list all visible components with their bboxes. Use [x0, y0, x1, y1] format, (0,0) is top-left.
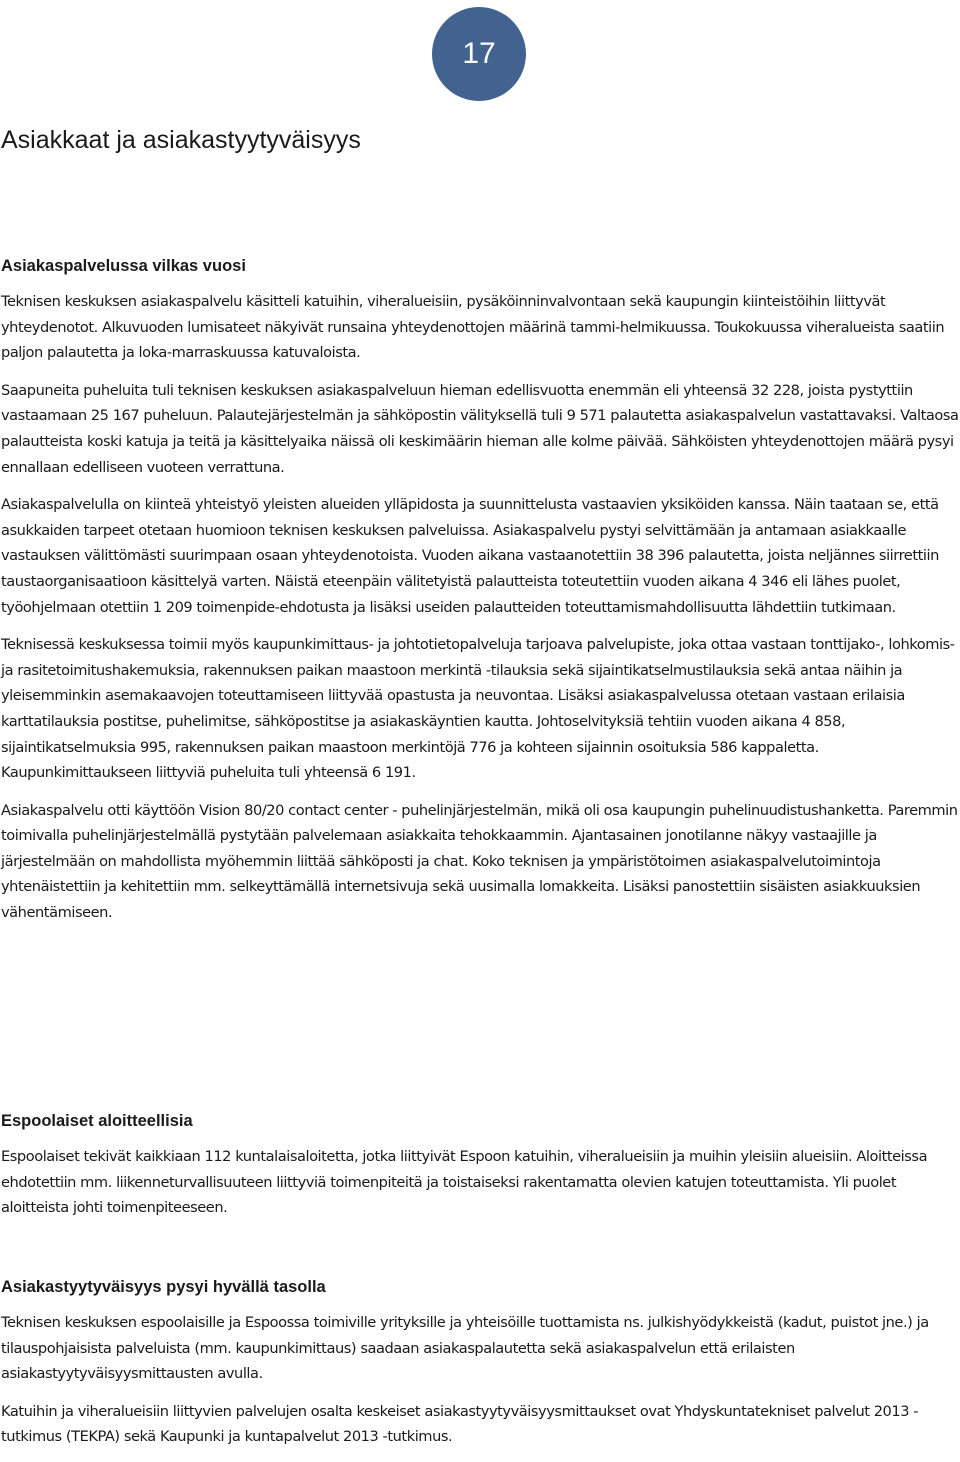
section-aloitteet — [1, 1108, 959, 1233]
page-title: Asiakkaat ja asiakastyytyväisyys — [1, 126, 361, 154]
section-heading: Espoolaiset aloitteellisia — [1, 1112, 193, 1130]
paragraph: Teknisessä keskuksessa toimii myös kaupunkimittaus- ja johtotietopalveluja tarjoava palvelupiste, joka ottaa vastaan tonttijako-, lohkomis- ja rasitetoimitushakemuksia, rakennuksen paikan maastoon merkintä -tilauksia sekä sijaintikatselmustilauksia sekä antaa näihin ja yleisemminkin asemakaavojen toteuttamiseen liittyvää opastusta ja neuvontaa. Lisäksi asiakaspalvelussa otetaan vastaan erilaisia karttatilauksia postitse, puhelimitse, sähköpostitse ja asiakaskäyntien kautta. Johtoselvityksiä tehtiin vuoden aikana 4 858, sijaintikatselmuksia 995, rakennuksen paikan maastoon merkintöjä 776 ja kohteen sijainnin osoituksia 586 kappaletta. Kaupunkimittaukseen liittyviä puheluita tuli yhteensä 6 191. — [1, 636, 955, 782]
page-number: 17 — [462, 37, 496, 70]
paragraph: Asiakaspalvelulla on kiinteä yhteistyö yleisten alueiden ylläpidosta ja suunnittelusta vastaavien yksiköiden kanssa. Näin taataan se, että asukkaiden tarpeet otetaan huomioon teknisen keskuksen palveluissa. Asiakaspalvelu pystyi selvittämään ja antamaan asiakkaalle vastauksen välittömästi suurimpaan osaan yhteydenotoista. Vuoden aikana vastaanotettiin 38 396 palautetta, joista neljännes siirrettiin taustaorganisaatioon käsittelyä varten. Näistä eteenpäin välitetyistä palautteista toteutettiin vuoden aikana 4 346 eli lähes puolet, työohjelmaan otettiin 1 209 toimenpide-ehdotusta ja lisäksi useiden palautteiden toteuttamismahdollisuutta lähdettiin tutkimaan. — [1, 496, 939, 616]
section-heading: Asiakastyytyväisyys pysyi hyvällä tasolla — [1, 1278, 326, 1296]
page-number-badge — [432, 7, 526, 101]
section-asiakaspalvelu — [1, 253, 959, 938]
paragraph: Asiakaspalvelu otti käyttöön Vision 80/20 contact center - puhelinjärjestelmän, mikä oli osa kaupungin puhelinuudistushanketta. Paremmin toimivalla puhelinjärjestelmällä pystytään palvelemaan asiakkaita tehokkaammin. Ajantasainen jonotilanne näkyy vastaajille ja järjestelmään on mahdollista myöhemmin liittää sähköposti ja chat. Koko teknisen ja ympäristötoimen asiakaspalvelutoimintoja yhtenäistettiin ja kehitettiin mm. selkeyttämällä internetsivuja sekä uusimalla lomakkeita. Lisäksi panostettiin sisäisten asiakkuuksien vähentämiseen. — [1, 801, 958, 922]
section-heading: Asiakaspalvelussa vilkas vuosi — [1, 257, 246, 275]
paragraph: Saapuneita puheluita tuli teknisen keskuksen asiakaspalveluun hieman edellisvuotta enemmän eli yhteensä 32 228, joista pystyttiin vastaamaan 25 167 puheluun. Palautejärjestelmän ja sähköpostin välityksellä tuli 9 571 palautetta asiakaspalvelun vastattavaksi. Valtaosa palautteista koski katuja ja teitä ja käsittelyaika näissä oli keskimäärin hieman alle kolme päivää. Sähköisten yhteydenottojen määrä pysyi ennallaan edelliseen vuoteen verrattuna. — [1, 381, 959, 476]
paragraph: Teknisen keskuksen asiakaspalvelu käsitteli katuihin, viheralueisiin, pysäköinninvalvontaan sekä kaupungin kiinteistöihin liittyvät yhteydenotot. Alkuvuoden lumisateet näkyivät runsaina yhteydenottojen määrinä tammi-helmikuussa. Toukokuussa viheralueista saatiin paljon palautetta ja loka-marraskuussa katuvaloista. — [1, 293, 945, 362]
paragraph: Teknisen keskuksen espoolaisille ja Espoossa toimiville yrityksille ja yhteisöille tuottamista ns. julkishyödykkeistä (kadut, puistot jne.) ja tilauspohjaisista palveluista (mm. kaupunkimittaus) saadaan asiakaspalautetta sekä asiakaspalvelun että erilaisten asiakastyytyväisyysmittausten avulla. — [1, 1314, 929, 1383]
paragraph: Espoolaiset tekivät kaikkiaan 112 kuntalaisaloitetta, jotka liittyivät Espoon katuihin, viheralueisiin ja muihin yleisiin alueisiin. Aloitteissa ehdotettiin mm. liikenneturvallisuuteen liittyviä toimenpiteitä ja toistaiseksi rakentamatta olevien katujen toteuttamista. Yli puolet aloitteista johti toimenpiteeseen. — [1, 1148, 928, 1217]
section-asiakastyytyvaisyys — [1, 1274, 959, 1462]
paragraph: Katuihin ja viheralueisiin liittyvien palvelujen osalta keskeiset asiakastyytyväisyysmittaukset ovat Yhdyskuntatekniset palvelut 2013 -tutkimus (TEKPA) sekä Kaupunki ja kuntapalvelut 2013 -tutkimus. — [1, 1402, 919, 1446]
